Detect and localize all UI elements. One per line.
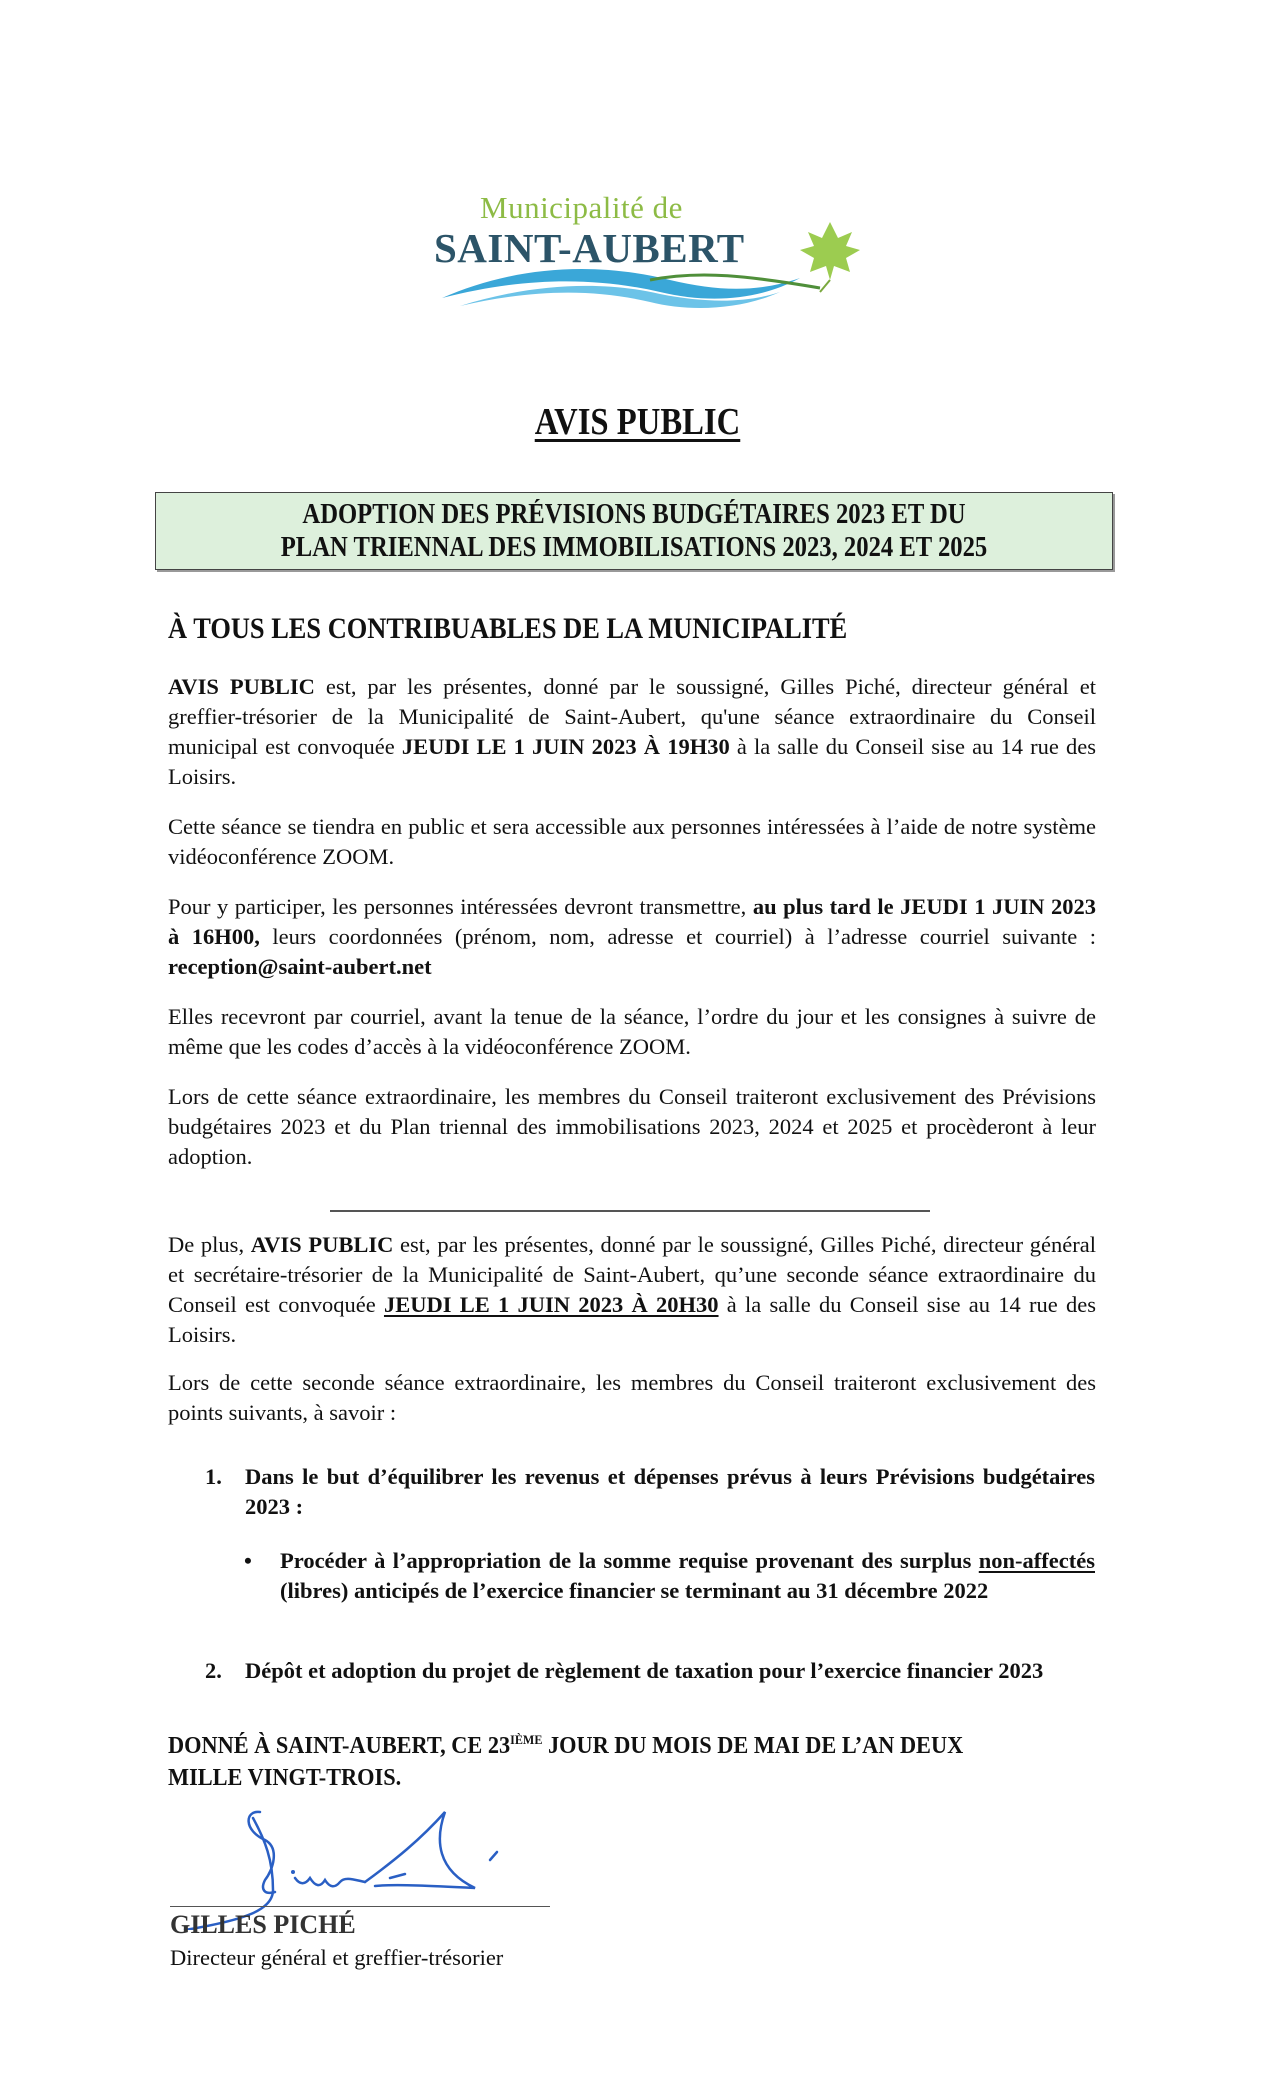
municipality-logo	[420, 180, 860, 320]
subitem-text2: (libres) anticipés de l’exercice financier se terminant au 31 décembre 2022	[280, 1578, 989, 1603]
p1-bold1: AVIS PUBLIC	[168, 674, 315, 699]
title-text: AVIS PUBLIC	[534, 401, 741, 443]
section-divider	[330, 1210, 930, 1212]
list-item-2	[205, 1656, 1095, 1686]
email-link[interactable]: reception@saint-aubert.net	[168, 954, 432, 979]
list-text: Dépôt et adoption du projet de règlement de taxation pour l’exercice financier 2023	[245, 1658, 1044, 1683]
p6-bold1: AVIS PUBLIC	[250, 1232, 394, 1257]
list-text: Dans le but d’équilibrer les revenus et dépenses prévus à leurs Prévisions budgétaires 2023 :	[245, 1464, 1095, 1519]
paragraph-6	[168, 1230, 1096, 1350]
paragraph-1	[168, 672, 1096, 792]
subject-box	[155, 492, 1113, 570]
paragraph-7: Lors de cette seconde séance extraordinaire, les membres du Conseil traiteront exclusivement des points suivants, à savoir :	[168, 1370, 1096, 1425]
paragraph-3	[168, 892, 1096, 982]
logo-line1: Municipalité de	[480, 190, 683, 225]
given-text2: JOUR DU MOIS DE MAI DE L’AN DEUX MILLE VINGT-TROIS.	[168, 1733, 964, 1791]
subitem-text1: Procéder à l’appropriation de la somme requise provenant des surplus	[280, 1548, 979, 1573]
subitem-underlined: non-affectés	[978, 1548, 1095, 1573]
given-text1: DONNÉ À SAINT-AUBERT, CE 23	[168, 1733, 511, 1759]
list-number: 1.	[205, 1464, 222, 1489]
p1-text2: à la salle du Conseil sise au 14 rue des Loisirs.	[168, 734, 1096, 789]
p6-text1: De plus,	[168, 1232, 251, 1257]
paragraph-5: Lors de cette séance extraordinaire, les membres du Conseil traiteront exclusivement des Prévisions budgétaires 2023 et du Plan triennal des immobilisations 2023, 2024 et 2025 et procèderont à leur adoption.	[168, 1084, 1096, 1169]
p3-text1: Pour y participer, les personnes intéressées devront transmettre,	[168, 894, 753, 919]
sub-list-item	[244, 1546, 1095, 1606]
p3-bold1: au plus tard le JEUDI 1 JUIN 2023 à 16H00,	[168, 894, 1096, 949]
p1-bold2: JEUDI LE 1 JUIN 2023 À 19H30	[401, 734, 730, 759]
given-sup: IÈME	[510, 1732, 543, 1747]
page-title	[0, 400, 1275, 444]
signature-line	[170, 1906, 550, 1907]
p6-text3: à la salle du Conseil sise au 14 rue des Loisirs.	[168, 1292, 1096, 1347]
addressee-heading: À TOUS LES CONTRIBUABLES DE LA MUNICIPALITÉ	[168, 612, 848, 645]
list-number: 2.	[205, 1658, 222, 1683]
signatory-role: Directeur général et greffier-trésorier	[170, 1945, 504, 1970]
p3-text2: leurs coordonnées (prénom, nom, adresse et courriel) à l’adresse courriel suivante :	[259, 924, 1096, 949]
p1-text1: est, par les présentes, donné par le soussigné, Gilles Piché, directeur général et greffier-trésorier de la Municipalité de Saint-Aubert, qu'une séance extraordinaire du Conseil municipal est convoquée	[168, 674, 1096, 759]
logo-line2: SAINT-AUBERT	[434, 225, 745, 271]
given-statement	[168, 1724, 1031, 1794]
list-item-1	[205, 1462, 1095, 1522]
subject-line2: PLAN TRIENNAL DES IMMOBILISATIONS 2023, 2024 ET 2025	[280, 532, 988, 563]
paragraph-2: Cette séance se tiendra en public et sera accessible aux personnes intéressées à l’aide de notre système vidéoconférence ZOOM.	[168, 814, 1096, 869]
p6-bold2: JEUDI LE 1 JUIN 2023 À 20H30	[383, 1292, 719, 1317]
signatory-name: GILLES PICHÉ	[170, 1910, 356, 1939]
paragraph-4: Elles recevront par courriel, avant la tenue de la séance, l’ordre du jour et les consignes à suivre de même que les codes d’accès à la vidéoconférence ZOOM.	[168, 1004, 1096, 1059]
subject-line1: ADOPTION DES PRÉVISIONS BUDGÉTAIRES 2023 ET DU	[302, 499, 966, 530]
bullet-icon: •	[244, 1548, 252, 1573]
p6-text2: est, par les présentes, donné par le soussigné, Gilles Piché, directeur général et secrétaire-trésorier de la Municipalité de Saint-Aubert, qu’une seconde séance extraordinaire du Conseil est convoquée	[168, 1232, 1096, 1317]
maple-leaf-icon	[800, 222, 860, 292]
